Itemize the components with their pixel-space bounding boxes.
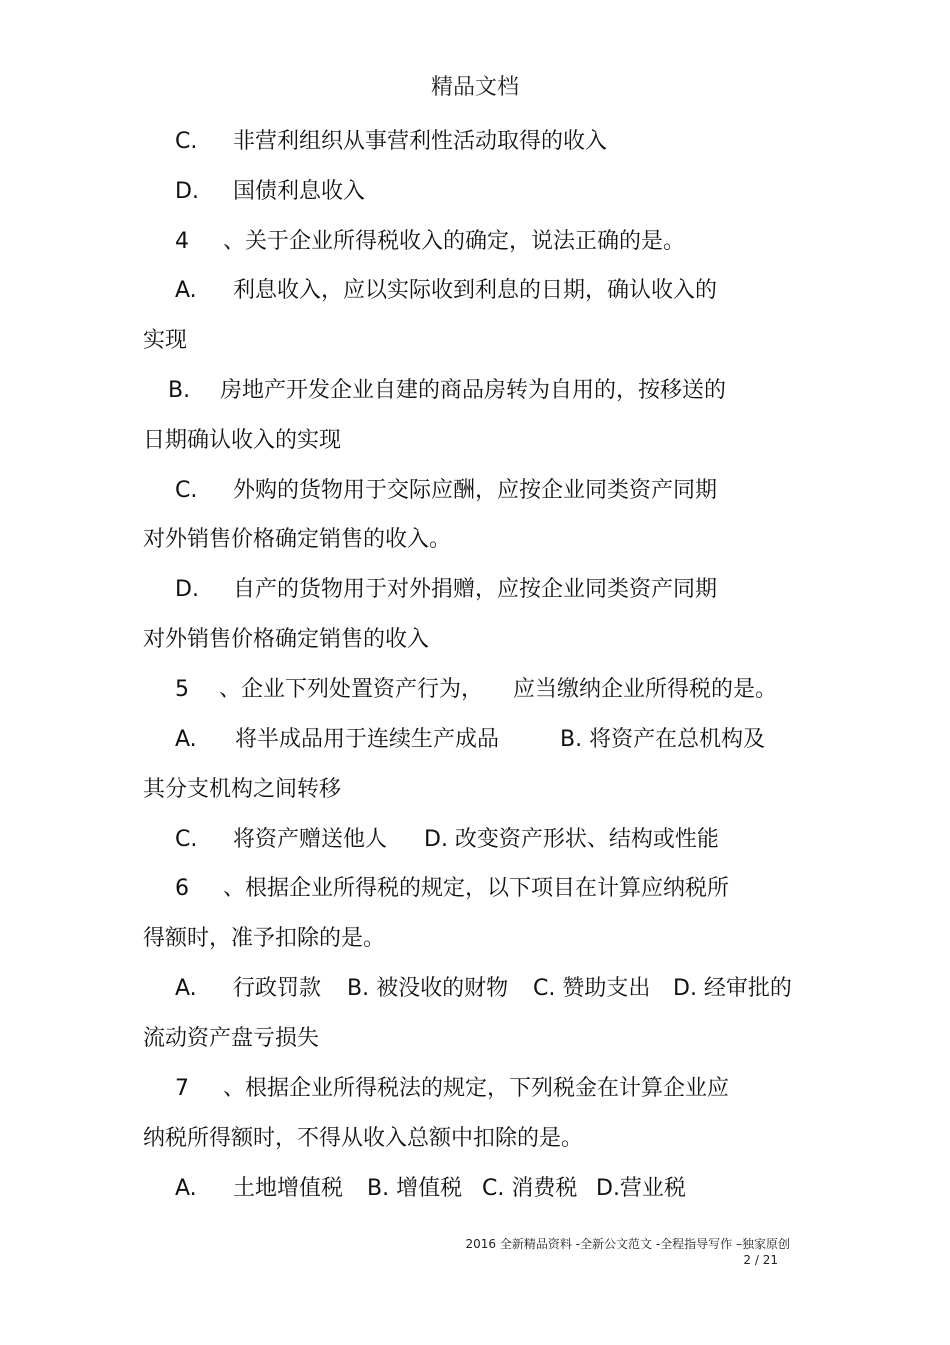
continuation-text: 实现 (143, 328, 188, 353)
option-text: 将半成品用于连续生产成品 (235, 727, 500, 752)
option-line (175, 127, 607, 157)
option-d-text: D. 改变资产形状、结构或性能 (424, 827, 719, 852)
option-c-text: C. 消费税 (482, 1176, 578, 1201)
continuation-line (143, 1124, 583, 1154)
continuation-text: 日期确认收入的实现 (143, 428, 342, 453)
option-c-text: C. 赞助支出 (533, 976, 651, 1001)
option-label: A. (175, 1176, 197, 1201)
option-d-text: D.营业税 (596, 1176, 686, 1201)
option-line (175, 276, 717, 306)
option-label: A. (175, 278, 197, 303)
option-line (175, 825, 719, 855)
option-d-text: D. 经审批的 (673, 976, 792, 1001)
continuation-text: 对外销售价格确定销售的收入 (143, 627, 430, 652)
option-text: 房地产开发企业自建的商品房转为自用的，按移送的 (220, 378, 727, 403)
option-line (175, 1174, 686, 1204)
option-b-text: B. 被没收的财物 (347, 976, 509, 1001)
continuation-line (143, 625, 429, 655)
question-number: 4 (175, 229, 189, 254)
option-label: C. (175, 827, 198, 852)
question-line (175, 874, 729, 904)
page-number: 2 / 21 (743, 1253, 778, 1267)
page-header-title: 精品文档 (430, 75, 519, 100)
option-text: 利息收入，应以实际收到利息的日期，确认收入的 (233, 278, 718, 303)
question-text-cont: 应当缴纳企业所得税的是。 (513, 677, 778, 702)
question-text: 、关于企业所得税收入的确定，说法正确的是。 (223, 229, 686, 254)
option-line (168, 376, 726, 406)
option-label: A. (175, 727, 197, 752)
continuation-text: 得额时，准予扣除的是。 (143, 926, 386, 951)
continuation-line (143, 525, 451, 555)
continuation-text: 纳税所得额时，不得从收入总额中扣除的是。 (143, 1126, 584, 1151)
option-b-text: B. 增值税 (367, 1176, 463, 1201)
continuation-line (143, 924, 385, 954)
option-text: 自产的货物用于对外捐赠，应按企业同类资产同期 (233, 577, 718, 602)
option-text: 非营利组织从事营利性活动取得的收入 (233, 129, 608, 154)
question-line (175, 1074, 729, 1104)
option-label: B. (168, 378, 191, 403)
page-footer: 2016 全新精品资料 -全新公文范文 -全程指导写作 –独家原创 (465, 1237, 790, 1251)
option-text: 将资产赠送他人 (233, 827, 388, 852)
option-text: 土地增值税 (233, 1176, 344, 1201)
option-label: D. (175, 179, 199, 204)
question-number: 6 (175, 876, 189, 901)
option-line (175, 476, 717, 506)
question-text: 、根据企业所得税的规定，以下项目在计算应纳税所 (223, 876, 730, 901)
option-label: D. (175, 577, 199, 602)
continuation-line (143, 326, 187, 356)
question-line (175, 227, 685, 257)
option-line (175, 177, 365, 207)
question-line (175, 675, 777, 705)
question-text: 、企业下列处置资产行为， (219, 677, 484, 702)
option-text: 国债利息收入 (233, 179, 366, 204)
continuation-line (143, 1024, 319, 1054)
continuation-text: 流动资产盘亏损失 (143, 1026, 320, 1051)
option-label: C. (175, 478, 198, 503)
continuation-text: 其分支机构之间转移 (143, 777, 342, 802)
option-line (175, 575, 717, 605)
option-label: C. (175, 129, 198, 154)
option-text: 行政罚款 (233, 976, 322, 1001)
continuation-text: 对外销售价格确定销售的收入。 (143, 527, 452, 552)
option-text: 外购的货物用于交际应酬，应按企业同类资产同期 (233, 478, 718, 503)
question-number: 5 (175, 677, 189, 702)
continuation-line (143, 426, 341, 456)
question-number: 7 (175, 1076, 189, 1101)
option-b-text: B. 将资产在总机构及 (560, 727, 766, 752)
option-label: A. (175, 976, 197, 1001)
option-line (175, 974, 792, 1004)
question-text: 、根据企业所得税法的规定，下列税金在计算企业应 (223, 1076, 730, 1101)
continuation-line (143, 775, 341, 805)
option-line (175, 725, 765, 755)
